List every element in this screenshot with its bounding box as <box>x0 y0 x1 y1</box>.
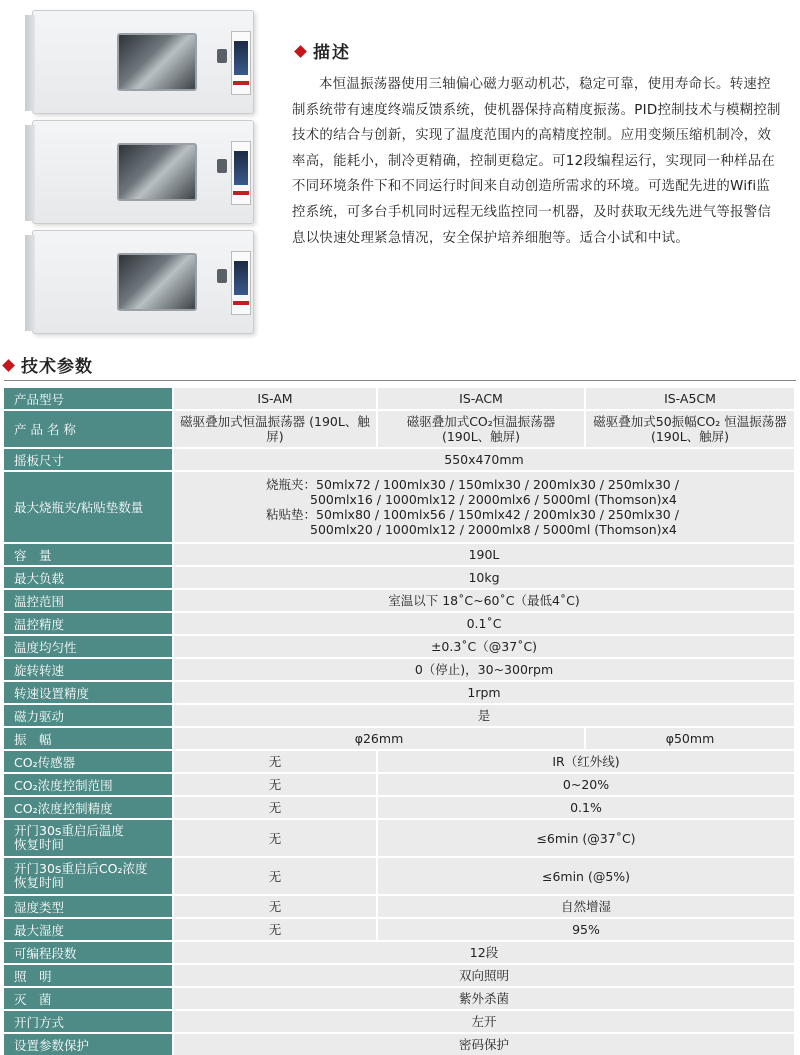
row-label: 产 品 名 称 <box>4 411 174 447</box>
table-row <box>4 449 796 470</box>
flask-clamp-line-1: 烧瓶夹：50mlx72 / 100mlx30 / 150mlx30 / 200mlx30 / 250mlx30 / <box>266 477 679 492</box>
sticky-pad-line-1: 粘贴垫：50mlx80 / 100mlx56 / 150mlx42 / 200mlx30 / 250mlx30 / <box>266 507 679 522</box>
shaker-unit-top <box>32 10 254 114</box>
cell-value: 1rpm <box>174 682 796 703</box>
table-row <box>4 728 796 749</box>
cell-value: 密码保护 <box>174 1034 796 1055</box>
row-label: 湿度类型 <box>4 896 174 917</box>
row-label: 磁力驱动 <box>4 705 174 726</box>
cell-value: 0（停止)，30~300rpm <box>174 659 796 680</box>
row-label: CO₂浓度控制精度 <box>4 797 174 818</box>
cell-value: 无 <box>174 797 378 818</box>
table-row <box>4 613 796 634</box>
table-row <box>4 1034 796 1055</box>
cell-value: 磁驱叠加式恒温振荡器 (190L、触屏) <box>174 411 378 447</box>
table-row <box>4 820 796 856</box>
table-row <box>4 797 796 818</box>
spec-table <box>4 386 796 1055</box>
table-row <box>4 567 796 588</box>
shaker-unit-middle <box>32 120 254 224</box>
table-row <box>4 705 796 726</box>
row-label: 温控范围 <box>4 590 174 611</box>
product-image <box>24 4 254 340</box>
cell-value: IS-AM <box>174 388 378 409</box>
description-body: 本恒温振荡器使用三轴偏心磁力驱动机芯，稳定可靠，使用寿命长。转速控制系统带有速度终端反馈系统，使机器保持高精度振荡。PID控制技术与模糊控制技术的结合与创新，实现了温度范围内的高精度控制。应用变频压缩机制冷，效率高，能耗小，制冷更精确，控制更稳定。可12段编程运行，实现同一种样品在不同环境条件下和不同运行时间来自动创造所需求的环境。可选配先进的Wifi监控系统，可多台手机同时远程无线监控同一机器，及时获取无线先进气等报警信息以快速处理紧急情况，安全保护培养细胞等。适合小试和中试。 <box>292 77 781 246</box>
cell-value: 95% <box>378 919 796 940</box>
table-row <box>4 682 796 703</box>
cell-value: 磁驱叠加式CO₂恒温振荡器 (190L、触屏) <box>378 411 586 447</box>
table-row <box>4 774 796 795</box>
row-label: 开门方式 <box>4 1011 174 1032</box>
description-heading: 描述 <box>296 38 351 63</box>
row-label: 容 量 <box>4 544 174 565</box>
cell-value: 0.1% <box>378 797 796 818</box>
cell-value: IS-A5CM <box>586 388 796 409</box>
cell-value: 190L <box>174 544 796 565</box>
cell-value: 无 <box>174 858 378 894</box>
table-row <box>4 1011 796 1032</box>
row-label: 最大湿度 <box>4 919 174 940</box>
table-row <box>4 472 796 542</box>
cell-value: ≤6min (@5%) <box>378 858 796 894</box>
cell-value: 0~20% <box>378 774 796 795</box>
cell-value: φ26mm <box>174 728 586 749</box>
row-label: 设置参数保护 <box>4 1034 174 1055</box>
cell-value: 是 <box>174 705 796 726</box>
sticky-pad-line-2: 500mlx20 / 1000mlx12 / 2000mlx8 / 5000ml (Thomson)x4 <box>310 522 677 537</box>
row-label: 照 明 <box>4 965 174 986</box>
cell-value: 无 <box>174 820 378 856</box>
cell-value: 550x470mm <box>174 449 796 470</box>
table-row <box>4 896 796 917</box>
table-row <box>4 544 796 565</box>
row-label: 温控精度 <box>4 613 174 634</box>
row-label: 灭 菌 <box>4 988 174 1009</box>
table-row <box>4 751 796 772</box>
row-label: 可编程段数 <box>4 942 174 963</box>
diamond-bullet-icon <box>294 45 307 58</box>
table-row <box>4 590 796 611</box>
table-row <box>4 988 796 1009</box>
row-label: 摇板尺寸 <box>4 449 174 470</box>
table-row <box>4 919 796 940</box>
row-label: CO₂传感器 <box>4 751 174 772</box>
cell-value: 紫外杀菌 <box>174 988 796 1009</box>
row-label: 最大烧瓶夹/粘贴垫数量 <box>4 472 174 542</box>
row-label: CO₂浓度控制范围 <box>4 774 174 795</box>
shaker-unit-bottom <box>32 230 254 334</box>
row-label: 开门30s重启后温度 恢复时间 <box>4 820 174 856</box>
row-label: 开门30s重启后CO₂浓度 恢复时间 <box>4 858 174 894</box>
cell-value: 双向照明 <box>174 965 796 986</box>
table-row <box>4 858 796 894</box>
table-row <box>4 411 796 447</box>
table-row <box>4 965 796 986</box>
cell-value: IS-ACM <box>378 388 586 409</box>
row-label: 温度均匀性 <box>4 636 174 657</box>
diamond-bullet-icon <box>2 359 15 372</box>
table-row <box>4 942 796 963</box>
row-label: 最大负载 <box>4 567 174 588</box>
cell-value: 左开 <box>174 1011 796 1032</box>
cell-value: 无 <box>174 896 378 917</box>
row-label: 转速设置精度 <box>4 682 174 703</box>
table-row <box>4 388 796 409</box>
table-row <box>4 636 796 657</box>
cell-value: IR（红外线) <box>378 751 796 772</box>
cell-value: ±0.3˚C（@37˚C) <box>174 636 796 657</box>
flask-clamp-line-2: 500mlx16 / 1000mlx12 / 2000mlx6 / 5000ml (Thomson)x4 <box>310 492 677 507</box>
cell-value: 12段 <box>174 942 796 963</box>
row-label: 产品型号 <box>4 388 174 409</box>
cell-value: 磁驱叠加式50振幅CO₂ 恒温振荡器 (190L、触屏) <box>586 411 796 447</box>
table-row <box>4 659 796 680</box>
cell-value: 无 <box>174 751 378 772</box>
cell-value: 0.1˚C <box>174 613 796 634</box>
cell-value <box>174 472 796 542</box>
spec-divider <box>4 380 796 381</box>
cell-value: 室温以下 18˚C~60˚C（最低4˚C) <box>174 590 796 611</box>
spec-heading: 技术参数 <box>4 352 93 377</box>
cell-value: 自然增湿 <box>378 896 796 917</box>
cell-value: 无 <box>174 919 378 940</box>
row-label: 振 幅 <box>4 728 174 749</box>
cell-value: 无 <box>174 774 378 795</box>
cell-value: ≤6min (@37˚C) <box>378 820 796 856</box>
row-label: 旋转转速 <box>4 659 174 680</box>
cell-value: 10kg <box>174 567 796 588</box>
cell-value: φ50mm <box>586 728 796 749</box>
